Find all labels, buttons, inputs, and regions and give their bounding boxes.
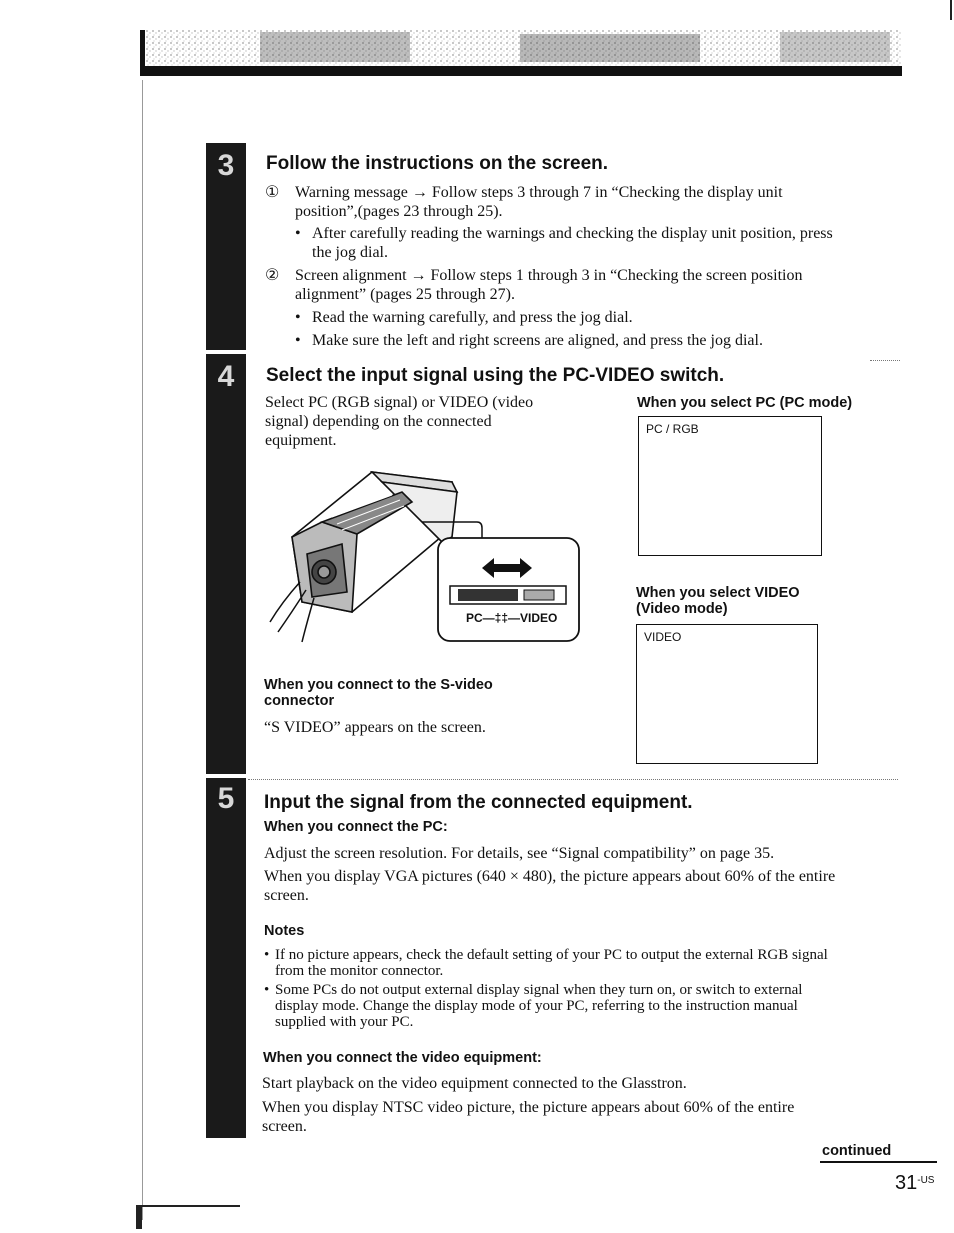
caption-line: When you select VIDEO — [636, 585, 800, 601]
pc-mode-screen-text: PC / RGB — [646, 422, 699, 436]
step3-item-2-bullet-1 — [295, 308, 905, 327]
step-bar-5 — [206, 778, 246, 1138]
step3-item-1-line2: position”,(pages 23 through 25). — [295, 203, 503, 220]
bullet-dot: • — [295, 309, 301, 326]
notes-heading: Notes — [264, 923, 305, 939]
bullet-dot: • — [295, 225, 301, 242]
bullet-text: Make sure the left and right screens are aligned, and press the jog dial. — [312, 332, 763, 349]
note-line: display mode. Change the display mode of your PC, referring to the instruction manual — [275, 998, 798, 1014]
video-mode-screen-text: VIDEO — [644, 630, 682, 644]
right-edge-mark — [950, 0, 952, 20]
page-number-value: 31 — [895, 1172, 918, 1194]
step3-item-2-line2: alignment” (pages 25 through 27). — [295, 286, 515, 303]
note-item-2 — [264, 982, 904, 1030]
bullet-text: After carefully reading the warnings and checking the display unit position, press — [312, 225, 833, 242]
note-item-1 — [264, 947, 904, 979]
step-number-3: 3 — [217, 149, 235, 182]
step-number-5: 5 — [217, 782, 235, 815]
step3-item-2-bullet-2 — [295, 331, 905, 350]
step3-item-1-bullet — [295, 224, 905, 262]
step-number-4: 4 — [217, 360, 235, 393]
heading-line: connector — [264, 693, 335, 709]
step3-heading: Follow the instructions on the screen. — [266, 153, 609, 174]
step5-heading: Input the signal from the connected equipment. — [264, 792, 693, 813]
video-para-1: Start playback on the video equipment connected to the Glasstron. — [262, 1075, 687, 1092]
circled-number-1: ① — [265, 184, 280, 201]
page-suffix: -US — [917, 1175, 935, 1186]
step3-item-2 — [265, 266, 905, 304]
bullet-dot: • — [264, 982, 270, 998]
caption-line: (Video mode) — [636, 601, 728, 617]
step-bar-4 — [206, 354, 246, 774]
para-line: screen. — [262, 1118, 307, 1135]
bullet-dot: • — [264, 947, 270, 963]
bottom-corner-mark — [136, 1205, 240, 1207]
intro-line: Select PC (RGB signal) or VIDEO (video — [265, 394, 534, 411]
bottom-corner-tick — [136, 1205, 142, 1229]
video-mode-caption — [636, 585, 800, 617]
step3-item-2-line1: Screen alignment → Follow steps 1 through 3 in “Checking the screen position — [295, 267, 803, 284]
video-para-2 — [262, 1098, 902, 1136]
binding-rule — [142, 80, 143, 1220]
heading-line: When you connect to the S-video — [264, 677, 493, 693]
step3-item-1-line1: Warning message → Follow steps 3 through 7 in “Checking the display unit — [295, 184, 783, 201]
svideo-heading — [264, 677, 493, 709]
note-line: supplied with your PC. — [275, 1014, 414, 1030]
note-line: Some PCs do not output external display signal when they turn on, or switch to external — [275, 982, 803, 998]
step4-intro — [265, 393, 605, 450]
pc-subheading: When you connect the PC: — [264, 819, 448, 835]
bullet-text: Read the warning carefully, and press the jog dial. — [312, 309, 633, 326]
pc-mode-caption: When you select PC (PC mode) — [637, 395, 853, 411]
pc-video-switch-label: PC—‡‡—VIDEO — [466, 611, 558, 625]
divider — [248, 779, 898, 780]
pc-para-1: Adjust the screen resolution. For details, see “Signal compatibility” on page 35. — [264, 845, 775, 862]
pc-para-2 — [264, 867, 904, 905]
video-mode-screen — [636, 624, 818, 764]
intro-line: equipment. — [265, 432, 337, 449]
step-bar-3 — [206, 143, 246, 350]
note-line: If no picture appears, check the default setting of your PC to output the external RGB signal — [275, 947, 828, 963]
header-banner — [140, 30, 902, 78]
svideo-text: “S VIDEO” appears on the screen. — [264, 719, 486, 736]
step3-item-1 — [265, 183, 905, 221]
bullet-dot: • — [295, 332, 301, 349]
note-line: from the monitor connector. — [275, 963, 444, 979]
circled-number-2: ② — [265, 267, 280, 284]
para-line: When you display NTSC video picture, the picture appears about 60% of the entire — [262, 1099, 795, 1116]
continued-label: continued — [822, 1143, 892, 1159]
para-line: screen. — [264, 887, 309, 904]
footer-rule — [820, 1161, 937, 1163]
video-subheading: When you connect the video equipment: — [263, 1050, 542, 1066]
step4-heading: Select the input signal using the PC-VIDEO switch. — [266, 365, 725, 386]
intro-line: signal) depending on the connected — [265, 413, 492, 430]
page-number — [895, 1172, 934, 1195]
divider — [870, 360, 900, 361]
bullet-text: the jog dial. — [312, 244, 388, 261]
para-line: When you display VGA pictures (640 × 480), the picture appears about 60% of the entire — [264, 868, 836, 885]
pc-mode-screen — [638, 416, 822, 556]
